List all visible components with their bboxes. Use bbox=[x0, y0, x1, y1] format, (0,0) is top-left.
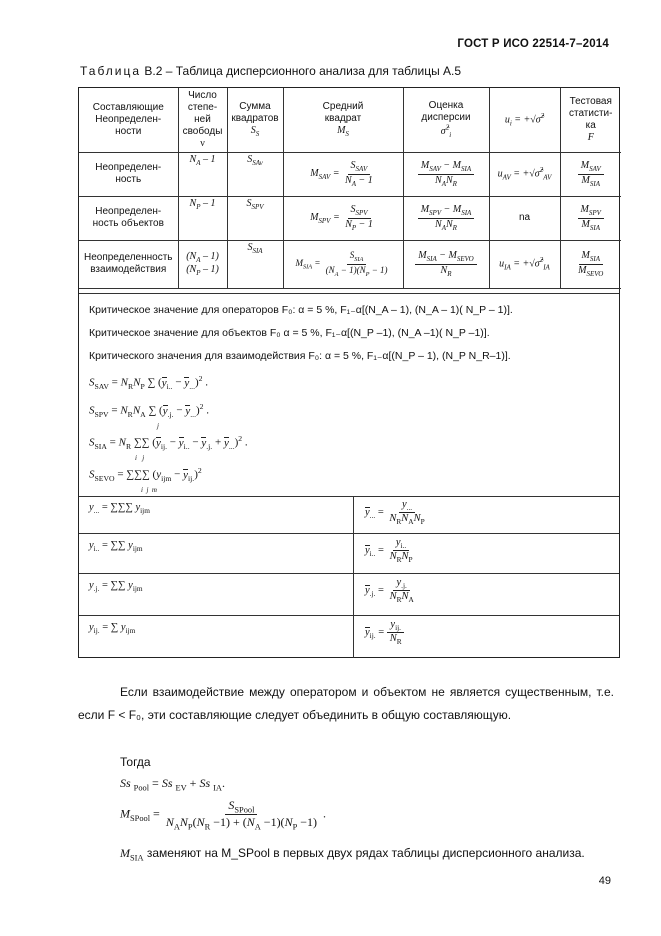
formula-ssevo: $S_{SEVO}$ = ∑∑∑ $(y_{ijm} - y_{ij.})^2$ i j m bbox=[89, 466, 202, 494]
then-word: Тогда bbox=[120, 755, 151, 769]
header-test-statistic: Тестовая статисти- ка F bbox=[560, 88, 621, 152]
header-components: Составляющие Неопределен- ности bbox=[79, 88, 178, 152]
row-ms: $M_{SPV}$ = $\frac{S_{SPV}}{N_P - 1}$ bbox=[283, 196, 403, 240]
critical-values-section bbox=[79, 293, 619, 497]
mean-formula-row bbox=[79, 574, 619, 616]
row-variance: $\frac{M_{SAV} - M_{SIA}}{N_AN_R}$ bbox=[403, 152, 489, 196]
mean-formula-row bbox=[79, 534, 619, 574]
critical-objects: Критическое значение для объектов F₀ α = 5 %, F₁₋α[(N_P –1), (N_A –1)( N_P –1)]. bbox=[89, 327, 490, 339]
formula-ssia: $S_{SIA} = N_R$ ∑∑ $(y_{ij.} - y_{i..} - y_{.j.} + y_{...})^2$ . i j bbox=[89, 434, 248, 462]
table-caption bbox=[80, 64, 461, 78]
msia-symbol: $M_{SIA}$ bbox=[120, 846, 144, 863]
row-ms: $M_{SAV}$ = $\frac{S_{SAV}}{N_A - 1}$ bbox=[283, 152, 403, 196]
formula-pool-mean: $M_{SPool}$ = $\frac{S_{SPool}}{N_AN_P(N_R -1) + (N_A -1)(N_P -1)}$ . bbox=[120, 798, 327, 832]
row-variance: $\frac{M_{SPV} - M_{SIA}}{N_AN_R}$ bbox=[403, 196, 489, 240]
header-mean-square: Средний квадрат $M_S$ bbox=[283, 88, 403, 152]
row-variance: $\frac{M_{SIA} - M_{SEVO}}{N_R}$ bbox=[403, 240, 489, 288]
row-name: Неопределенность взаимодействия bbox=[79, 240, 178, 288]
row-ms: $M_{SIA}$ = $\frac{S_{SIA}}{(N_A - 1)(N_P - 1)}$ bbox=[283, 240, 403, 288]
row-ss: $S_{SPV}$ bbox=[227, 196, 283, 240]
table-row bbox=[79, 196, 621, 240]
caption-label: Таблица bbox=[80, 64, 142, 78]
row-f: $\frac{M_{SAV}}{M_{SIA}}$ bbox=[560, 152, 621, 196]
row-ss: $S_{SIA}$ bbox=[227, 240, 283, 288]
mean-cell: $y_{ij.}$ = $\frac{y_{ij.}}{N_R}$ bbox=[353, 616, 619, 658]
table-row bbox=[79, 152, 621, 196]
row-dof: $N_P - 1$ bbox=[178, 196, 227, 240]
replacement-note bbox=[120, 842, 585, 869]
body-paragraph: Если взаимодействие между оператором и объектом не является существенным, т.е. если F < F₀, эти составляющие следует объединить в общую составляющую. bbox=[78, 685, 614, 722]
row-u: na bbox=[489, 196, 560, 240]
row-name: Неопределен- ность объектов bbox=[79, 196, 178, 240]
sum-cell: $y_{ij.}$ = ∑ $y_{ijm}$ bbox=[79, 616, 354, 658]
row-u: $u_{IA}$ = +√σ̂$^2_{IA}$ bbox=[489, 240, 560, 288]
mean-formula-row bbox=[79, 496, 619, 534]
critical-interaction: Критического значения для взаимодействия F₀: α = 5 %, F₁₋α[(N_P – 1), (N_P N_R–1)]. bbox=[89, 350, 511, 362]
header-dof: Число степе- ней свободы ν bbox=[178, 88, 227, 152]
formula-sspv: $S_{SPV} = N_RN_A$ ∑ $(y_{.j.} - y_{...})^2$ . j bbox=[89, 402, 209, 430]
row-dof: $(N_A - 1)$ $(N_P - 1)$ bbox=[178, 240, 227, 288]
header-variance-estimate: Оценка дисперсии σ̂$^2_i$ bbox=[403, 88, 489, 152]
row-f: $\frac{M_{SIA}}{M_{SEVO}}$ bbox=[560, 240, 621, 288]
formula-ssav: $S_{SAV} = N_RN_P$ ∑ $(y_{i..} - y_{...})^2$ . bbox=[89, 374, 208, 391]
header-uncertainty: $u_i$ = +√σ̂$^2$ bbox=[489, 88, 560, 152]
row-ss: $S_{SAv}$ bbox=[227, 152, 283, 196]
row-dof: $N_A - 1$ bbox=[178, 152, 227, 196]
replacement-note-text: заменяют на M_SPool в первых двух рядах таблицы дисперсионного анализа. bbox=[146, 846, 585, 860]
formula-pool-sum: Ss $_{Pool}$ = Ss $_{EV}$ + Ss $_{IA}$. bbox=[120, 776, 225, 793]
sum-cell: $y_{i..}$ = ∑∑ $y_{ijm}$ bbox=[79, 534, 354, 574]
mean-cell: $y_{.j.}$ = $\frac{y_{.j.}}{N_RN_A}$ bbox=[353, 574, 619, 616]
row-name: Неопределен- ность bbox=[79, 152, 178, 196]
caption-text: В.2 – Таблица дисперсионного анализа для таблицы А.5 bbox=[144, 64, 462, 78]
sum-cell: $y_{...}$ = ∑∑∑ $y_{ijm}$ bbox=[79, 496, 354, 534]
row-u: $u_{AV}$ = +√σ̂$^2_{AV}$ bbox=[489, 152, 560, 196]
page-number: 49 bbox=[598, 875, 611, 887]
mean-cell: $y_{i..}$ = $\frac{y_{i..}}{N_RN_P}$ bbox=[353, 534, 619, 574]
row-f: $\frac{M_{SPV}}{M_{SIA}}$ bbox=[560, 196, 621, 240]
sum-cell: $y_{.j.}$ = ∑∑ $y_{ijm}$ bbox=[79, 574, 354, 616]
critical-operators: Критическое значение для операторов F₀: α = 5 %, F₁₋α[(N_A – 1), (N_A – 1)( N_P – 1)]. bbox=[89, 304, 513, 316]
table-header-row bbox=[79, 88, 621, 152]
header-sum-squares: Сумма квадратов $S_S$ bbox=[227, 88, 283, 152]
document-standard-header: ГОСТ Р ИСО 22514-7–2014 bbox=[457, 38, 609, 50]
mean-formula-row bbox=[79, 616, 619, 658]
anova-table-frame bbox=[78, 87, 620, 658]
anova-table bbox=[79, 88, 621, 289]
mean-cell: $y_{...}$ = $\frac{y_{...}}{N_RN_AN_P}$ bbox=[353, 496, 619, 534]
table-row bbox=[79, 240, 621, 288]
